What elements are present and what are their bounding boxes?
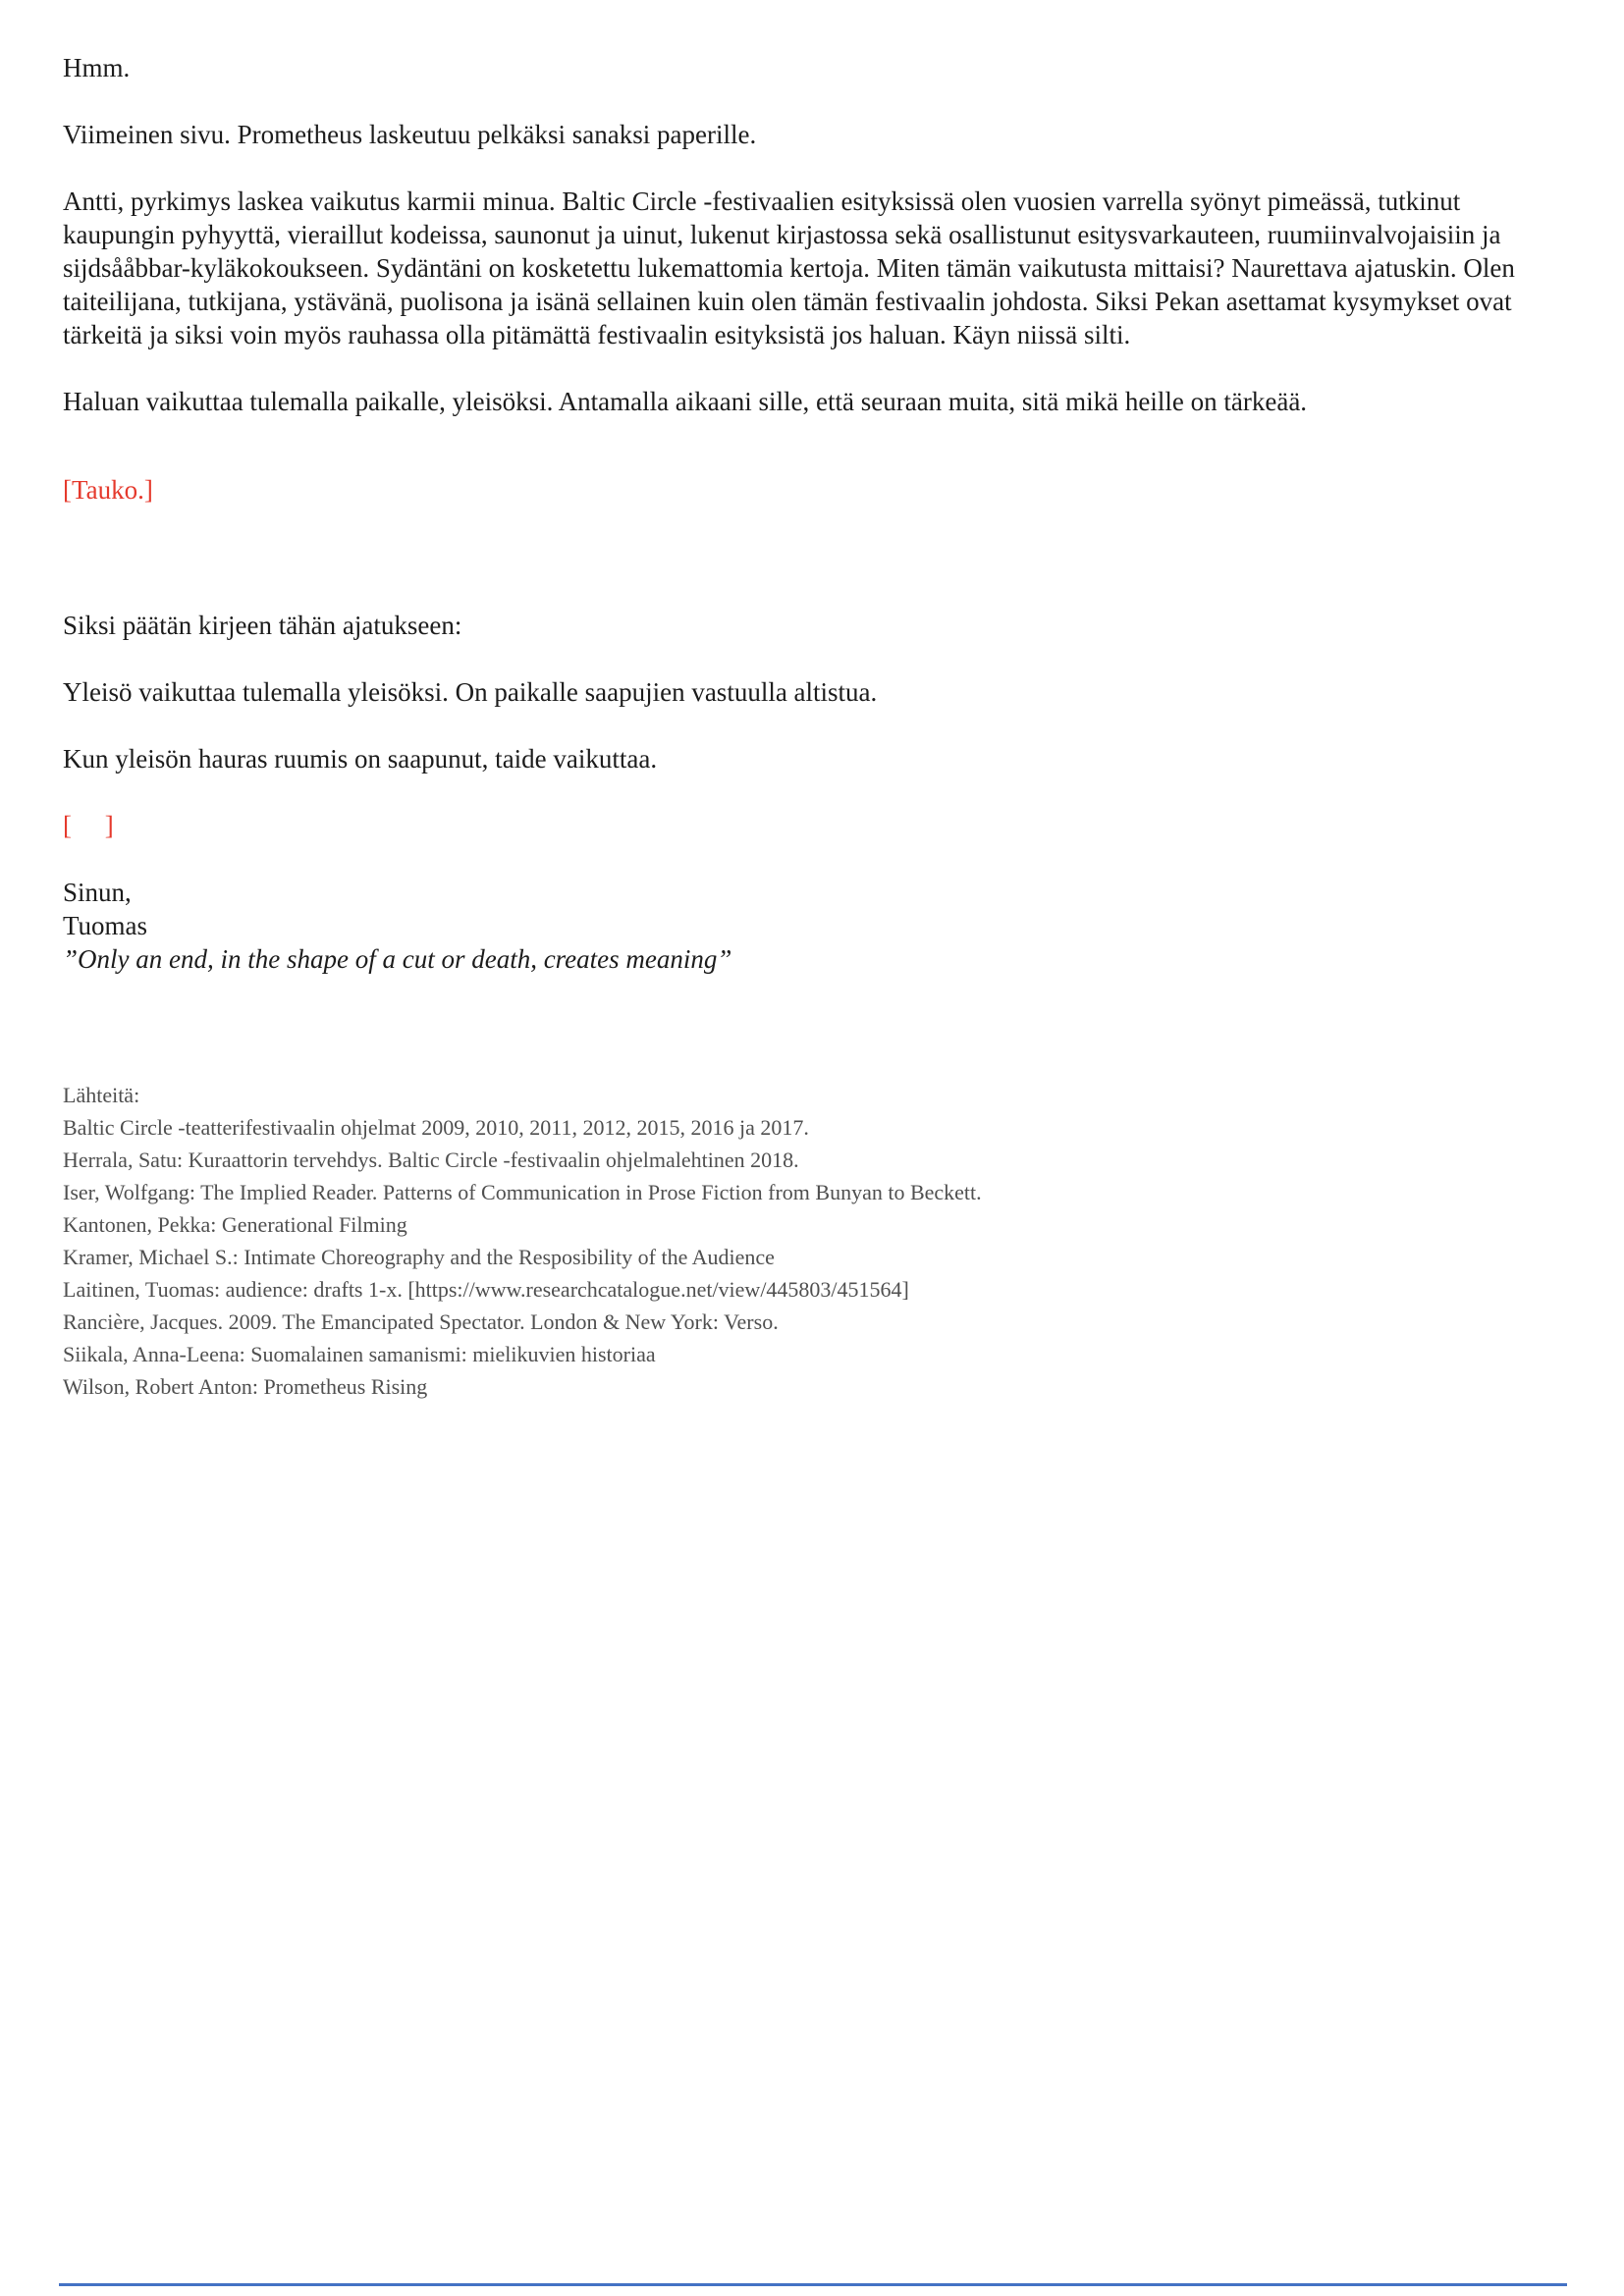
source-item: Baltic Circle -teatterifestivaalin ohjelmat 2009, 2010, 2011, 2012, 2015, 2016 ja 2017. bbox=[63, 1115, 809, 1140]
source-item: Kantonen, Pekka: Generational Filming bbox=[63, 1212, 407, 1237]
empty-brackets-marker: [ ] bbox=[63, 811, 114, 840]
closing-quote: ”Only an end, in the shape of a cut or death, creates meaning” bbox=[63, 944, 732, 974]
paragraph-siksi: Siksi päätän kirjeen tähän ajatukseen: bbox=[63, 611, 462, 640]
sources-section bbox=[63, 1079, 1561, 1403]
paragraph-kun: Kun yleisön hauras ruumis on saapunut, taide vaikuttaa. bbox=[63, 744, 658, 774]
source-item: Iser, Wolfgang: The Implied Reader. Patterns of Communication in Prose Fiction from Bunyan to Beckett. bbox=[63, 1180, 982, 1204]
source-item: Herrala, Satu: Kuraattorin tervehdys. Baltic Circle -festivaalin ohjelmalehtinen 2018. bbox=[63, 1148, 799, 1172]
pause-marker: [Tauko.] bbox=[63, 475, 153, 505]
source-item: Laitinen, Tuomas: audience: drafts 1-x. [https://www.researchcatalogue.net/view/445803/451564] bbox=[63, 1277, 909, 1302]
paragraph-hmm: Hmm. bbox=[63, 53, 131, 82]
source-item: Siikala, Anna-Leena: Suomalainen samanismi: mielikuvien historiaa bbox=[63, 1342, 656, 1366]
paragraph-last-page: Viimeinen sivu. Prometheus laskeutuu pelkäksi sanaksi paperille. bbox=[63, 120, 757, 149]
letter-body bbox=[63, 51, 1561, 1403]
bottom-rule bbox=[59, 2283, 1567, 2286]
signature-line-2: Tuomas bbox=[63, 911, 148, 940]
source-item: Kramer, Michael S.: Intimate Choreography and the Resposibility of the Audience bbox=[63, 1245, 775, 1269]
paragraph-haluan: Haluan vaikuttaa tulemalla paikalle, yleisöksi. Antamalla aikaani sille, että seuraan muita, sitä mikä heille on tärkeää. bbox=[63, 387, 1308, 416]
signature-line-1: Sinun, bbox=[63, 878, 132, 907]
paragraph-yleiso: Yleisö vaikuttaa tulemalla yleisöksi. On paikalle saapujien vastuulla altistua. bbox=[63, 677, 878, 707]
paragraph-main: Antti, pyrkimys laskea vaikutus karmii minua. Baltic Circle -festivaalien esityksissä olen vuosien varrella syönyt pimeässä, tutkinut kaupungin pyhyyttä, vieraillut kodeissa, saunonut ja uinut, lukenut kirjastossa sekä osallistunut esitysvarkauteen, ruumiinvalvojaisiin ja sijdsååbbar-kyläkokoukseen. Sydäntäni on kosketettu lukemattomia kertoja. Miten tämän vaikutusta mittaisi? Naurettava ajatuskin. Olen taiteilijana, tutkijana, ystävänä, puolisona ja isänä sellainen kuin olen tämän festivaalin johdosta. Siksi Pekan asettamat kysymykset ovat tärkeitä ja siksi voin myös rauhassa olla pitämättä festivaalin esityksistä jos haluan. Käyn niissä silti. bbox=[63, 187, 1522, 349]
source-item: Rancière, Jacques. 2009. The Emancipated Spectator. London & New York: Verso. bbox=[63, 1309, 779, 1334]
sources-heading: Lähteitä: bbox=[63, 1083, 140, 1107]
source-item: Wilson, Robert Anton: Prometheus Rising bbox=[63, 1374, 428, 1399]
